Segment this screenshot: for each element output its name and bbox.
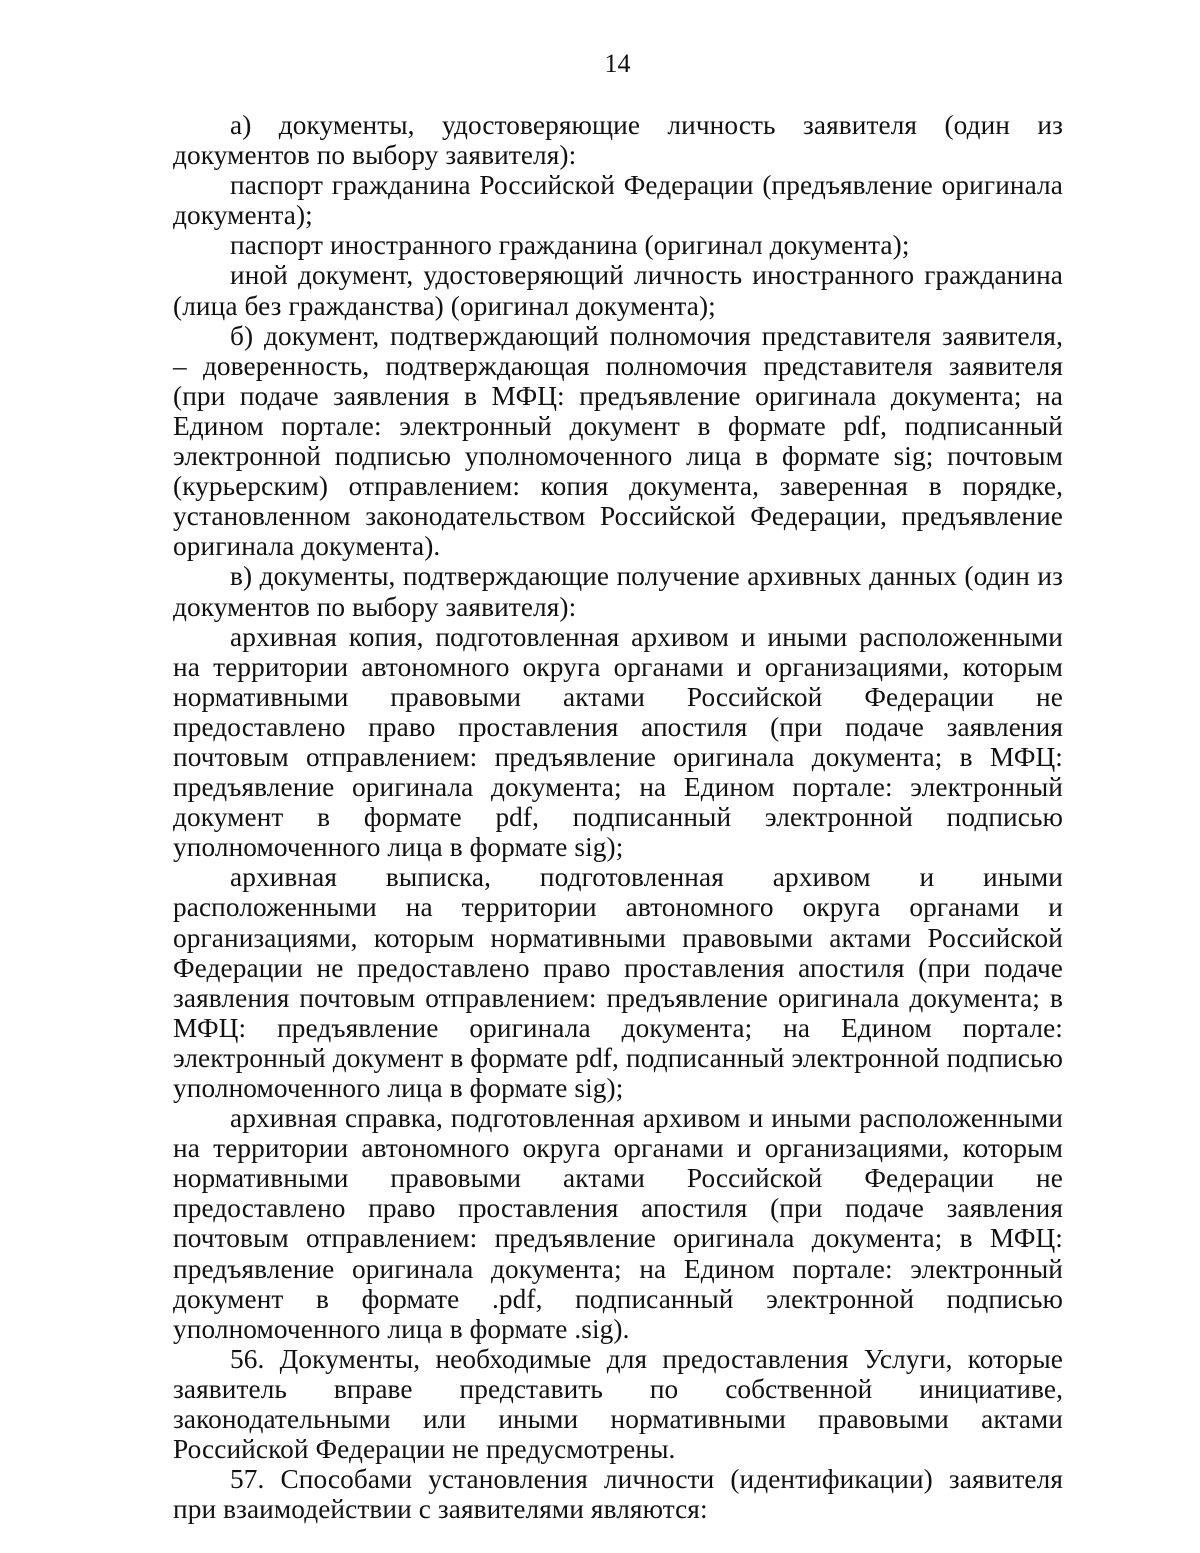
paragraph-rf-passport: паспорт гражданина Российской Федерации (предъявление оригинала документа); [173, 170, 1063, 231]
paragraph-foreign-passport: паспорт иностранного гражданина (оригинал документа); [230, 230, 910, 261]
page-number: 14 [604, 49, 631, 78]
paragraph-representative-authority: б) документ, подтверждающий полномочия представителя заявителя, – доверенность, подтверждающая полномочия представителя заявителя (при подаче заявления в МФЦ: предъявление оригинала документа; на Едином портале: электронный документ в формате pdf, подписанный электронной подписью уполномоченного лица в формате sig; почтовым (курьерским) отправлением: копия документа, заверенная в порядке, установленном законодательством Российской Федерации, предъявление оригинала документа). [173, 320, 1063, 562]
paragraph-archival-documents: в) документы, подтверждающие получение архивных данных (один из документов по выбору заявителя): [173, 561, 1063, 622]
paragraph-item-57: 57. Способами установления личности (идентификации) заявителя при взаимодействии с заявителями являются: [173, 1464, 1063, 1525]
paragraph-other-identity-document: иной документ, удостоверяющий личность иностранного гражданина (лица без гражданства) (оригинал документа); [173, 260, 1063, 321]
paragraph-archival-certificate: архивная справка, подготовленная архивом и иными расположенными на территории автономного округа органами и организациями, которым нормативными правовыми актами Российской Федерации не предоставлено право проставления апостиля (при подаче заявления почтовым отправлением: предъявление оригинала документа; в МФЦ: предъявление оригинала документа; на Едином портале: электронный документ в формате .pdf, подписанный электронной подписью уполномоченного лица в формате .sig). [173, 1103, 1063, 1344]
paragraph-item-56: 56. Документы, необходимые для предоставления Услуги, которые заявитель вправе представить по собственной инициативе, законодательными или иными нормативными правовыми актами Российской Федерации не предусмотрены. [173, 1343, 1063, 1465]
paragraph-archival-copy: архивная копия, подготовленная архивом и иными расположенными на территории автономного округа органами и организациями, которым нормативными правовыми актами Российской Федерации не предоставлено право проставления апостиля (при подаче заявления почтовым отправлением: предъявление оригинала документа; в МФЦ: предъявление оригинала документа; на Едином портале: электронный документ в формате pdf, подписанный электронной подписью уполномоченного лица в формате sig); [173, 621, 1063, 863]
paragraph-identity-documents: а) документы, удостоверяющие личность заявителя (один из документов по выбору заявителя): [173, 110, 1063, 171]
document-body [173, 110, 1063, 1524]
paragraph-archival-extract: архивная выписка, подготовленная архивом и иными расположенными на территории автономного округа органами и организациями, которым нормативными правовыми актами Российской Федерации не предоставлено право проставления апостиля (при подаче заявления почтовым отправлением: предъявление оригинала документа; в МФЦ: предъявление оригинала документа; на Едином портале: электронный документ в формате pdf, подписанный электронной подписью уполномоченного лица в формате sig); [173, 862, 1063, 1103]
